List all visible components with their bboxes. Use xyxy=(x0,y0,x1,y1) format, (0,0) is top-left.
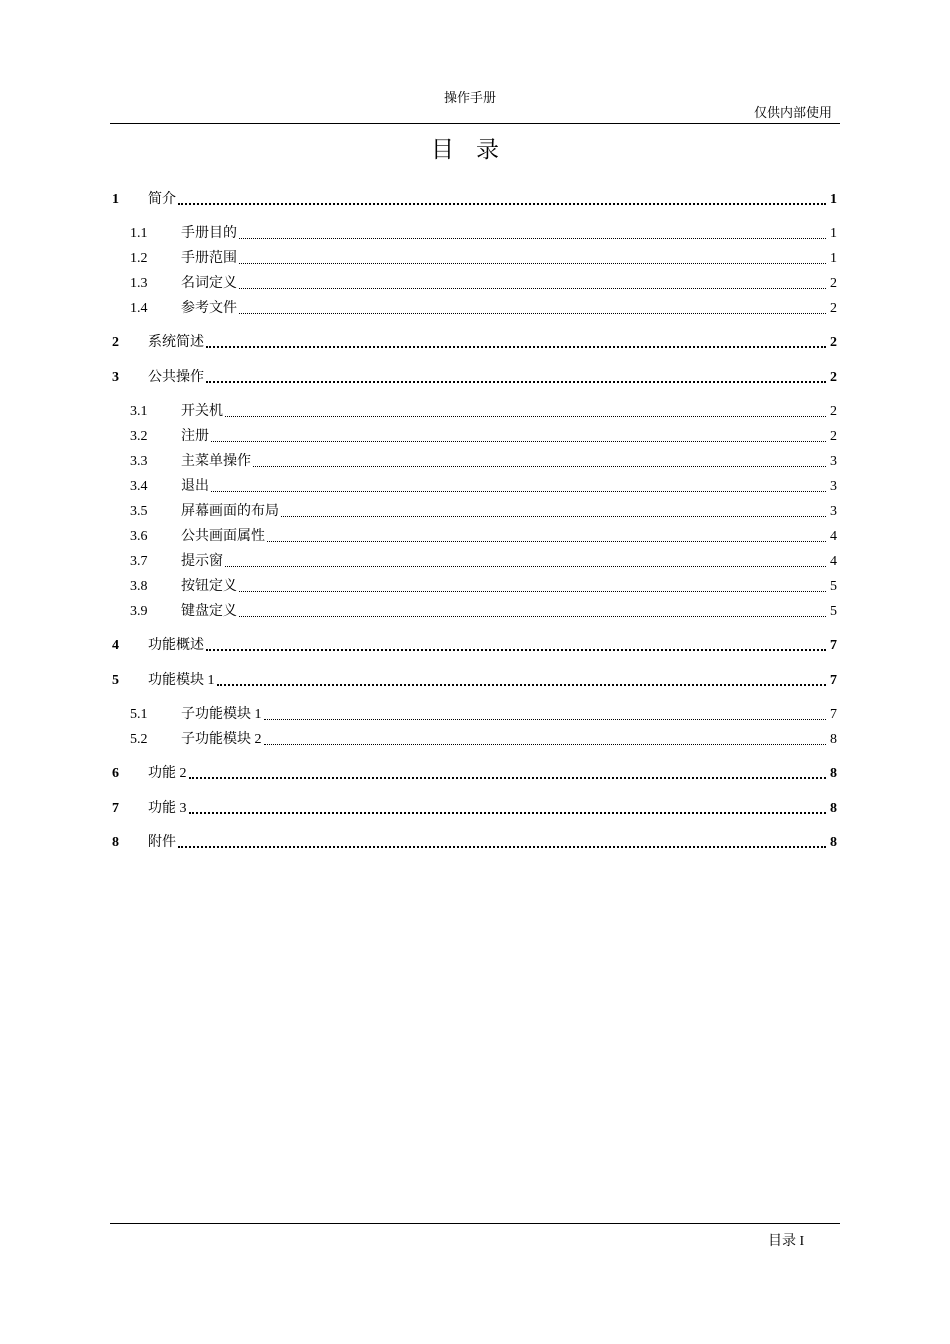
toc-entry[interactable] xyxy=(112,222,837,242)
toc-entry-number: 8 xyxy=(112,835,119,850)
toc-entry[interactable] xyxy=(112,188,837,208)
toc-entry-number: 1.1 xyxy=(130,226,148,241)
toc-leader-dots xyxy=(264,744,827,745)
toc-entry-label: 注册 xyxy=(181,429,209,444)
toc-entry-label: 名词定义 xyxy=(181,276,237,291)
toc-leader-dots xyxy=(253,466,826,467)
toc-entry-label: 参考文件 xyxy=(181,301,237,316)
toc-entry-label: 手册目的 xyxy=(181,226,237,241)
toc-entry-number: 4 xyxy=(112,638,119,653)
toc-entry-label: 主菜单操作 xyxy=(181,454,251,469)
toc-entry-label: 键盘定义 xyxy=(181,604,237,619)
toc-entry-page: 2 xyxy=(830,429,837,444)
toc-leader-dots xyxy=(178,203,826,205)
toc-entry-number: 5.1 xyxy=(130,707,148,722)
toc-entry-number: 1.3 xyxy=(130,276,148,291)
toc-entry-number: 1.2 xyxy=(130,251,148,266)
toc-entry-page: 2 xyxy=(830,276,837,291)
toc-entry-label: 公共操作 xyxy=(148,370,204,385)
toc-entry-page: 1 xyxy=(830,192,837,207)
toc-entry-number: 3.5 xyxy=(130,504,148,519)
toc-entry[interactable] xyxy=(112,703,837,723)
toc-entry-page: 8 xyxy=(830,732,837,747)
toc-entry-page: 7 xyxy=(830,638,837,653)
toc-entry[interactable] xyxy=(112,450,837,470)
toc-leader-dots xyxy=(189,777,827,779)
toc-entry-page: 2 xyxy=(830,404,837,419)
footer-divider xyxy=(110,1223,840,1224)
toc-entry-label: 按钮定义 xyxy=(181,579,237,594)
toc-entry[interactable] xyxy=(112,366,837,386)
toc-entry-page: 4 xyxy=(830,554,837,569)
toc-leader-dots xyxy=(189,812,827,814)
toc-entry-page: 3 xyxy=(830,504,837,519)
toc-leader-dots xyxy=(239,591,826,592)
toc-leader-dots xyxy=(239,263,826,264)
toc-leader-dots xyxy=(206,381,826,383)
toc-entry[interactable] xyxy=(112,600,837,620)
toc-entry-number: 3.8 xyxy=(130,579,148,594)
toc-entry[interactable] xyxy=(112,525,837,545)
toc-entry-page: 7 xyxy=(830,673,837,688)
toc-entry-page: 8 xyxy=(830,766,837,781)
toc-entry-label: 手册范围 xyxy=(181,251,237,266)
toc-leader-dots xyxy=(211,441,826,442)
toc-entry-number: 7 xyxy=(112,801,119,816)
toc-entry-label: 开关机 xyxy=(181,404,223,419)
toc-entry[interactable] xyxy=(112,247,837,267)
toc-entry-page: 8 xyxy=(830,835,837,850)
toc-entry[interactable] xyxy=(112,425,837,445)
toc-entry-page: 4 xyxy=(830,529,837,544)
page-header-title: 操作手册 xyxy=(443,90,496,105)
toc-entry-page: 2 xyxy=(830,301,837,316)
toc-entry-page: 3 xyxy=(830,454,837,469)
toc-entry-label: 附件 xyxy=(148,835,176,850)
toc-entry[interactable] xyxy=(112,500,837,520)
toc-entry-number: 3 xyxy=(112,370,119,385)
toc-leader-dots xyxy=(211,491,826,492)
toc-leader-dots xyxy=(206,649,826,651)
toc-entry-number: 1.4 xyxy=(130,301,148,316)
toc-entry[interactable] xyxy=(112,669,837,689)
toc-entry[interactable] xyxy=(112,400,837,420)
toc-title: 目录 xyxy=(431,137,521,162)
toc-entry[interactable] xyxy=(112,831,837,851)
toc-entry-number: 5.2 xyxy=(130,732,148,747)
toc-entry-label: 功能模块 1 xyxy=(148,673,215,688)
toc-leader-dots xyxy=(206,346,826,348)
toc-entry-label: 子功能模块 1 xyxy=(181,707,262,722)
toc-entry-page: 7 xyxy=(830,707,837,722)
toc-entry-label: 功能 3 xyxy=(148,801,187,816)
toc-leader-dots xyxy=(264,719,827,720)
toc-entry-label: 公共画面属性 xyxy=(181,529,265,544)
toc-entry-number: 3.2 xyxy=(130,429,148,444)
toc-entry[interactable] xyxy=(112,297,837,317)
toc-entry-label: 简介 xyxy=(148,192,176,207)
toc-entry-page: 5 xyxy=(830,604,837,619)
toc-entry[interactable] xyxy=(112,797,837,817)
page-footer: 目录 I xyxy=(768,1234,805,1249)
toc-entry-label: 退出 xyxy=(181,479,209,494)
toc-entry[interactable] xyxy=(112,728,837,748)
toc-entry-page: 2 xyxy=(830,370,837,385)
toc-entry-label: 提示窗 xyxy=(181,554,223,569)
toc-entry-label: 屏幕画面的布局 xyxy=(181,504,279,519)
toc-entry-number: 6 xyxy=(112,766,119,781)
toc-entry[interactable] xyxy=(112,550,837,570)
toc-leader-dots xyxy=(217,684,827,686)
header-divider xyxy=(110,123,840,124)
toc-entry-number: 3.3 xyxy=(130,454,148,469)
toc-entry-number: 3.1 xyxy=(130,404,148,419)
toc-entry-page: 3 xyxy=(830,479,837,494)
toc-entry-label: 功能 2 xyxy=(148,766,187,781)
toc-entry[interactable] xyxy=(112,575,837,595)
page-header-note: 仅供内部使用 xyxy=(753,105,832,120)
toc-entry-number: 3.9 xyxy=(130,604,148,619)
toc-leader-dots xyxy=(239,238,826,239)
toc-entry-label: 子功能模块 2 xyxy=(181,732,262,747)
toc-entry[interactable] xyxy=(112,475,837,495)
toc-entry-label: 系统简述 xyxy=(148,335,204,350)
toc-leader-dots xyxy=(225,566,826,567)
toc-entry-page: 8 xyxy=(830,801,837,816)
toc-entry[interactable] xyxy=(112,331,837,351)
toc-entry-number: 3.6 xyxy=(130,529,148,544)
toc-leader-dots xyxy=(239,313,826,314)
toc-leader-dots xyxy=(225,416,826,417)
toc-entry-label: 功能概述 xyxy=(148,638,204,653)
toc-entry[interactable] xyxy=(112,272,837,292)
toc-leader-dots xyxy=(178,846,826,848)
toc-entry-page: 5 xyxy=(830,579,837,594)
toc-entry-page: 1 xyxy=(830,226,837,241)
toc-leader-dots xyxy=(267,541,826,542)
toc-entry-number: 2 xyxy=(112,335,119,350)
toc-leader-dots xyxy=(239,288,826,289)
toc-entry-number: 3.4 xyxy=(130,479,148,494)
toc-entry-page: 2 xyxy=(830,335,837,350)
toc-entry-page: 1 xyxy=(830,251,837,266)
toc-entry-number: 1 xyxy=(112,192,119,207)
toc-leader-dots xyxy=(239,616,826,617)
toc-entry[interactable] xyxy=(112,762,837,782)
toc-entry[interactable] xyxy=(112,634,837,654)
toc-leader-dots xyxy=(281,516,826,517)
toc-entry-number: 3.7 xyxy=(130,554,148,569)
toc-entry-number: 5 xyxy=(112,673,119,688)
